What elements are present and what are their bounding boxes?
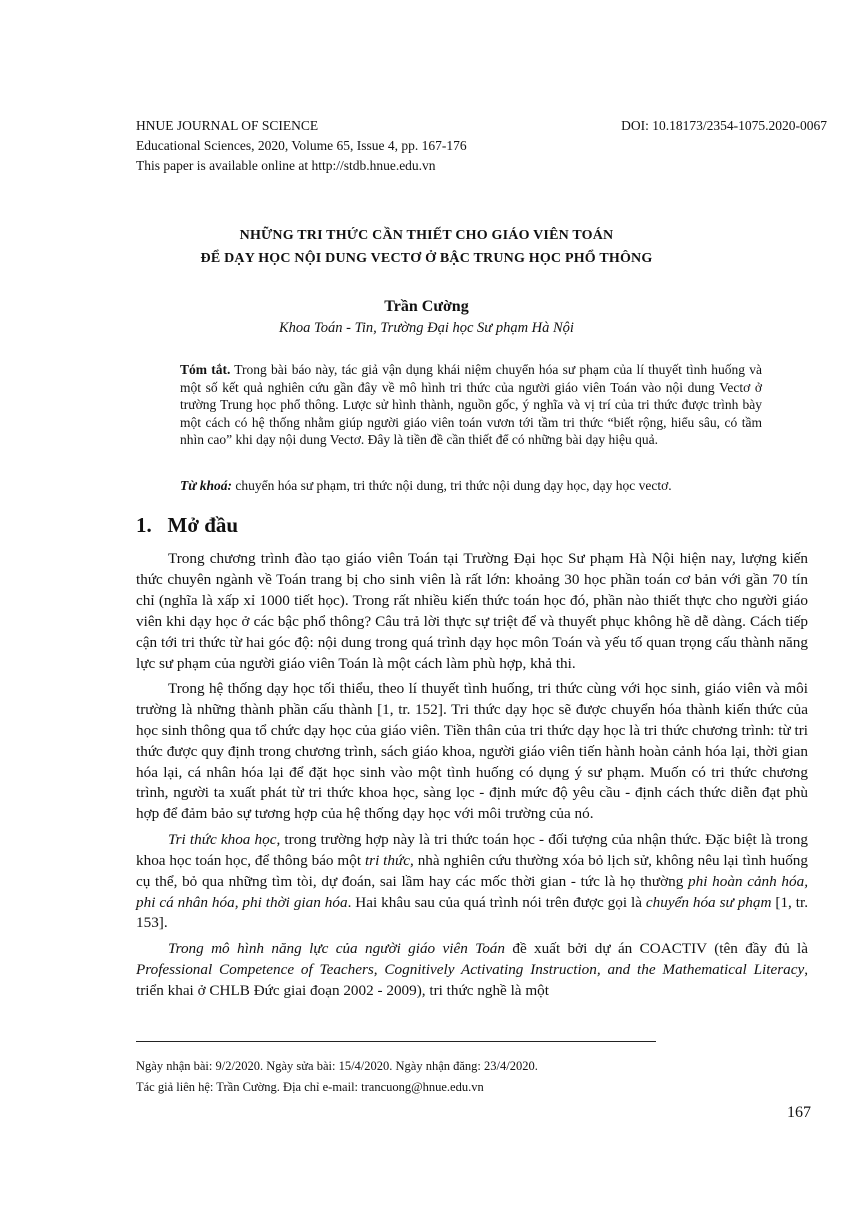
abstract-label: Tóm tắt. [180, 362, 231, 377]
footnote-dates: Ngày nhận bài: 9/2/2020. Ngày sửa bài: 15/4/2020. Ngày nhận đăng: 23/4/2020. [136, 1059, 538, 1073]
author-affiliation: Khoa Toán - Tin, Trường Đại học Sư phạm Hà Nội [279, 320, 574, 336]
paragraph-3 [136, 830, 808, 935]
emphasis: Tri thức khoa học [168, 830, 277, 848]
paragraph-2: Trong hệ thống dạy học tối thiểu, theo lí thuyết tình huống, tri thức cùng với học sinh, giáo viên và môi trường là những thành phần cấu thành [1, tr. 152]. Tri thức dạy học sẽ được chuyển hóa thành kiến thức của học sinh thông qua tổ chức dạy học của giáo viên. Tiền thân của tri thức dạy học là tri thức chương trình: từ tri thức được quy định trong chương trình, sách giáo khoa, người giáo viên tiến hành hoàn cảnh hóa lại, thời gian hóa lại, cá nhân hóa lại để đặt học sinh vào một tình huống có dụng ý sư phạm. Muốn có tri thức chương trình, người ta xuất phát từ tri thức khoa học, sàng lọc - định mức độ yêu cầu - định cách thức diễn đạt phù hợp để đảm bảo sự tương hợp của hệ thống dạy học với môi trường của nó. [136, 679, 808, 823]
abstract [180, 361, 762, 449]
keywords-label: Từ khoá: [180, 478, 232, 493]
section-number: 1. [136, 513, 152, 537]
text-run: , trong trường hợp này là tri thức toán học - đối tượng của nhận thức. Đặc biệt là trong khoa học toán học, để thông báo một [136, 830, 808, 869]
footnote-divider [136, 1041, 656, 1042]
text-run: , nhà nghiên cứu thường xóa bỏ lịch sử, không nêu lại tình huống cụ thể, bỏ qua những tìm tòi, dự đoán, sai lầm hay các mốc thời gian - tức là họ thường [136, 851, 808, 890]
emphasis: Trong mô hình năng lực của người giáo viên Toán [168, 939, 505, 957]
abstract-text: Trong bài báo này, tác giả vận dụng khái niệm chuyển hóa sư phạm của lí thuyết tình huống và một số kết quả nghiên cứu gần đây về mô hình tri thức của người giáo viên Toán vào nội dung Vectơ ở trường Trung học phổ thông. Lược sử hình thành, nguồn gốc, ý nghĩa và vị trí của tri thức được trình bày một cách có hệ thống nhằm giúp người giáo viên toán vươn tới tầm tri thức “biết rộng, hiểu sâu, có tầm nhìn cao” khi dạy nội dung Vectơ. Đây là tiền đề cần thiết để có những bài dạy hiệu quả. [180, 362, 763, 448]
text-run: , triển khai ở CHLB Đức giai đoạn 2002 - 2009), tri thức nghề là một [136, 960, 808, 999]
paragraph-1: Trong chương trình đào tạo giáo viên Toán tại Trường Đại học Sư phạm Hà Nội hiện nay, lượng kiến thức chuyên ngành về Toán trang bị cho sinh viên là rất lớn: khoảng 30 học phần toán cơ bản với gần 70 tín chỉ (nghĩa là xấp xỉ 1000 tiết học). Trong rất nhiều kiến thức toán học đó, phần nào thiết thực cho người giáo viên khi dạy học ở các bậc phổ thông? Câu trả lời thực sự triệt để và thuyết phục không hề dễ dàng. Cách tiếp cận tới tri thức từ hai góc độ: nội dung trong quá trình dạy học môn Toán và yếu tố quan trọng cấu thành năng lực sư phạm của người giáo viên Toán là một cách làm phù hợp, khả thi. [136, 550, 808, 672]
text-run: [1, tr. 153]. [136, 893, 809, 932]
body-text [136, 549, 808, 1006]
text-run: . Hai khâu sau của quá trình nói trên được gọi là [347, 893, 646, 911]
paragraph-4 [136, 939, 808, 1002]
journal-name: HNUE JOURNAL OF SCIENCE [136, 118, 319, 133]
doi: DOI: 10.18173/2354-1075.2020-0067 [621, 118, 827, 133]
footnote-contact: Tác giả liên hệ: Trần Cường. Địa chỉ e-mail: trancuong@hnue.edu.vn [136, 1080, 484, 1094]
keywords-text: chuyển hóa sư phạm, tri thức nội dung, tri thức nội dung dạy học, dạy học vectơ. [231, 478, 672, 493]
section-heading [136, 513, 238, 538]
emphasis: tri thức [364, 851, 411, 869]
paper-title-line-1: NHỮNG TRI THỨC CẦN THIẾT CHO GIÁO VIÊN TOÁN [239, 228, 614, 243]
section-title: Mở đầu [167, 513, 239, 537]
issue-info: Educational Sciences, 2020, Volume 65, Issue 4, pp. 167-176 [136, 138, 467, 153]
author-name: Trần Cường [384, 298, 469, 315]
page-number: 167 [787, 1104, 811, 1121]
emphasis: chuyển hóa sư phạm [645, 893, 772, 911]
keywords [180, 478, 762, 494]
emphasis: Professional Competence of Teachers, Cognitively Activating Instruction, and the Mathematical Literacy [136, 960, 805, 978]
availability-note: This paper is available online at http://stdb.hnue.edu.vn [136, 158, 436, 173]
paper-title-line-2: ĐỂ DẠY HỌC NỘI DUNG VECTƠ Ở BẬC TRUNG HỌC PHỔ THÔNG [200, 251, 653, 266]
text-run: đề xuất bởi dự án COACTIV (tên đầy đủ là [505, 939, 808, 957]
emphasis: phi hoàn cảnh hóa, phi cá nhân hóa, phi thời gian hóa [136, 872, 808, 911]
